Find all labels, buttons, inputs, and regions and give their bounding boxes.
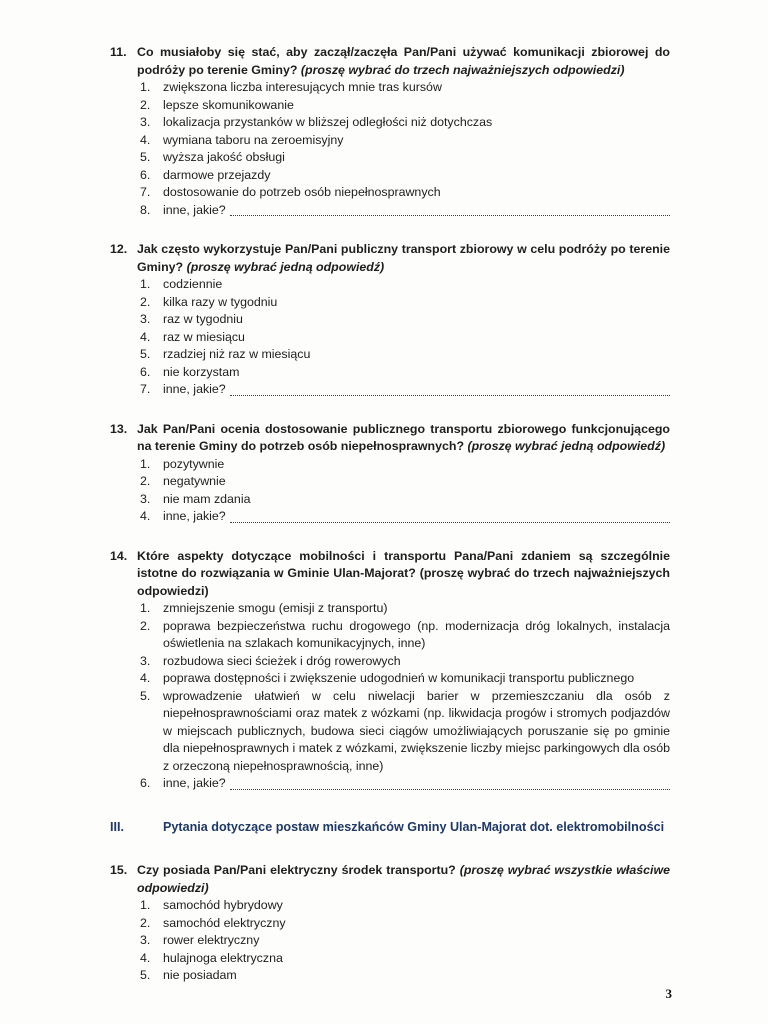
- option-item: [110, 950, 670, 968]
- section-title: Pytania dotyczące postaw mieszkańców Gminy Ulan-Majorat dot. elektromobilności: [163, 819, 665, 834]
- option-item: [110, 132, 670, 150]
- options-list: [110, 276, 670, 399]
- option-text: poprawa dostępności i zwiększenie udogodnień w komunikacji transportu publicznego: [163, 671, 635, 685]
- option-number: 4.: [140, 329, 151, 344]
- option-item: [110, 114, 670, 132]
- dotted-answer-line: [230, 511, 670, 523]
- option-number: 4.: [140, 132, 151, 147]
- option-item: [110, 491, 670, 509]
- option-number: 5.: [140, 688, 151, 703]
- option-item: [110, 364, 670, 382]
- option-text: poprawa bezpieczeństwa ruchu drogowego (np. modernizacja dróg lokalnych, instalacja oświetlenia na szlakach komunikacyjnych, inne): [163, 618, 670, 650]
- question-11: [110, 44, 670, 219]
- question-instruction: (proszę wybrać do trzech najważniejszych odpowiedzi): [137, 566, 670, 598]
- dotted-answer-line: [230, 204, 670, 216]
- question-number: 12.: [110, 242, 128, 256]
- question-header: [110, 241, 670, 276]
- option-text: darmowe przejazdy: [163, 167, 271, 182]
- options-list: [110, 456, 670, 526]
- option-item: [110, 473, 670, 491]
- option-text: rozbudowa sieci ścieżek i dróg rowerowych: [163, 653, 401, 668]
- question-header: [110, 862, 670, 897]
- option-item: [110, 346, 670, 364]
- question-text: Co musiałoby się stać, aby zaczął/zaczęła Pan/Pani używać komunikacji zbiorowej do podróży po terenie Gminy?: [137, 45, 670, 77]
- option-number: 6.: [140, 776, 151, 790]
- question-number: 13.: [110, 421, 128, 436]
- option-item: [110, 456, 670, 474]
- option-item: [110, 276, 670, 294]
- question-instruction: (proszę wybrać jedną odpowiedź): [186, 259, 385, 274]
- option-text: wyższa jakość obsługi: [163, 150, 285, 164]
- option-text: lokalizacja przystanków w bliższej odległości niż dotychczas: [163, 115, 493, 129]
- option-number: 7.: [140, 185, 151, 199]
- option-item: [110, 97, 670, 115]
- option-text: hulajnoga elektryczna: [163, 950, 283, 965]
- section-number: III.: [110, 819, 124, 834]
- question-text: Jak Pan/Pani ocenia dostosowanie publicznego transportu zbiorowego funkcjonującego na terenie Gminy do potrzeb osób niepełnosprawnych?: [137, 421, 670, 453]
- question-15: [110, 862, 670, 985]
- option-number: 6.: [140, 364, 151, 379]
- option-text: pozytywnie: [163, 456, 225, 471]
- option-item: [110, 670, 670, 688]
- option-item: [110, 967, 670, 985]
- option-number: 2.: [140, 97, 151, 112]
- option-item: [110, 915, 670, 933]
- option-number: 7.: [140, 382, 151, 396]
- option-number: 3.: [140, 312, 151, 326]
- option-number: 4.: [140, 671, 151, 685]
- option-item: [110, 775, 670, 793]
- question-header: [110, 548, 670, 601]
- option-text: dostosowanie do potrzeb osób niepełnosprawnych: [163, 185, 441, 199]
- option-text: raz w miesiącu: [163, 329, 245, 344]
- option-number: 8.: [140, 202, 151, 217]
- options-list: [110, 600, 670, 793]
- section-heading: [110, 819, 670, 837]
- option-text: inne, jakie?: [163, 382, 226, 396]
- question-number: 15.: [110, 863, 128, 877]
- question-header: [110, 421, 670, 456]
- question-instruction: (proszę wybrać wszystkie właściwe odpowiedzi): [137, 863, 670, 895]
- option-number: 1.: [140, 456, 151, 471]
- option-text: negatywnie: [163, 474, 226, 488]
- option-item: [110, 149, 670, 167]
- option-number: 2.: [140, 915, 151, 930]
- option-text: zmniejszenie smogu (emisji z transportu): [163, 601, 388, 615]
- option-item: [110, 184, 670, 202]
- option-text: wprowadzenie ułatwień w celu niwelacji barier w przemieszczaniu dla osób z niepełnosprawnościami oraz matek z wózkami (np. likwidacja progów i stromych podjazdów w miejscach publicznych, budowa sieci ciągów umożliwiających poruszanie się po gminie dla niepełnosprawnych i matek z wózkami, zwiększenie liczby miejsc parkingowych dla osób z orzeczoną niepełnosprawnością, inne): [163, 688, 670, 773]
- option-number: 1.: [140, 277, 151, 291]
- option-text: rower elektryczny: [163, 933, 260, 947]
- option-text: inne, jakie?: [163, 776, 226, 790]
- option-number: 1.: [140, 898, 151, 912]
- question-instruction: (proszę wybrać do trzech najważniejszych odpowiedzi): [300, 62, 625, 77]
- question-13: [110, 421, 670, 526]
- question-instruction: (proszę wybrać jedną odpowiedź): [467, 439, 666, 453]
- option-number: 5.: [140, 150, 151, 164]
- option-text: inne, jakie?: [163, 509, 226, 523]
- question-14: [110, 548, 670, 793]
- option-text: rzadziej niż raz w miesiącu: [163, 347, 311, 361]
- option-item: [110, 508, 670, 526]
- option-number: 5.: [140, 968, 151, 982]
- option-text: kilka razy w tygodniu: [163, 294, 278, 309]
- option-text: lepsze skomunikowanie: [163, 97, 294, 112]
- option-text: codziennie: [163, 277, 223, 291]
- option-text: zwiększona liczba interesujących mnie tras kursów: [163, 80, 442, 94]
- question-text: Które aspekty dotyczące mobilności i transportu Pana/Pani zdaniem są szczególnie istotne do rozwiązania w Gminie Ulan-Majorat?: [137, 548, 670, 580]
- option-item: [110, 897, 670, 915]
- option-number: 6.: [140, 167, 151, 182]
- question-text: Jak często wykorzystuje Pan/Pani publiczny transport zbiorowy w celu podróży po terenie Gminy?: [137, 242, 670, 274]
- option-number: 2.: [140, 474, 151, 488]
- options-list: [110, 79, 670, 219]
- option-number: 4.: [140, 950, 151, 965]
- option-item: [110, 618, 670, 653]
- option-item: [110, 381, 670, 399]
- survey-content: [110, 44, 670, 985]
- option-number: 3.: [140, 115, 151, 129]
- option-number: 3.: [140, 653, 151, 668]
- page-number: 3: [665, 986, 672, 1001]
- option-number: 1.: [140, 601, 151, 615]
- option-item: [110, 653, 670, 671]
- dotted-answer-line: [230, 778, 670, 790]
- option-item: [110, 600, 670, 618]
- option-text: raz w tygodniu: [163, 312, 243, 326]
- question-number: 11.: [110, 45, 127, 59]
- option-item: [110, 294, 670, 312]
- option-text: samochód elektryczny: [163, 915, 286, 930]
- option-number: 2.: [140, 294, 151, 309]
- option-text: nie korzystam: [163, 364, 240, 379]
- question-text: Czy posiada Pan/Pani elektryczny środek transportu?: [137, 863, 456, 877]
- option-item: [110, 932, 670, 950]
- option-item: [110, 79, 670, 97]
- option-item: [110, 311, 670, 329]
- option-item: [110, 202, 670, 220]
- option-item: [110, 167, 670, 185]
- question-header: [110, 44, 670, 79]
- dotted-answer-line: [230, 384, 670, 396]
- option-text: samochód hybrydowy: [163, 898, 283, 912]
- question-number: 14.: [110, 548, 128, 563]
- option-number: 5.: [140, 347, 151, 361]
- option-text: nie posiadam: [163, 968, 237, 982]
- options-list: [110, 897, 670, 985]
- option-number: 3.: [140, 491, 151, 506]
- option-item: [110, 329, 670, 347]
- option-text: nie mam zdania: [163, 491, 251, 506]
- option-number: 1.: [140, 80, 151, 94]
- question-12: [110, 241, 670, 399]
- option-number: 3.: [140, 933, 151, 947]
- option-number: 4.: [140, 509, 151, 523]
- option-number: 2.: [140, 618, 151, 633]
- option-text: wymiana taboru na zeroemisyjny: [163, 132, 344, 147]
- option-text: inne, jakie?: [163, 202, 226, 217]
- option-item: [110, 688, 670, 776]
